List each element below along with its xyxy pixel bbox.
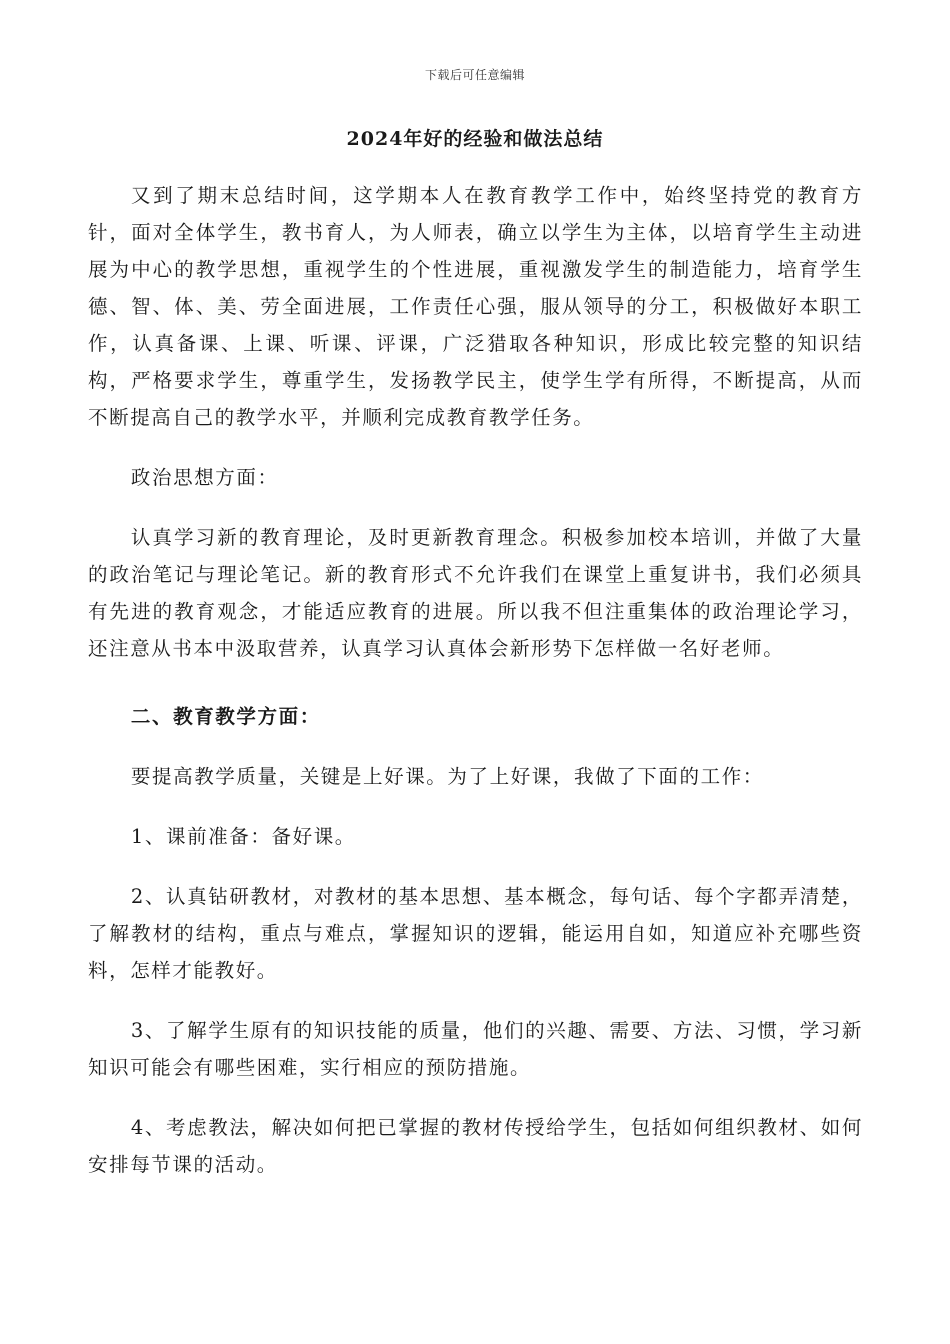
header-note: 下载后可任意编辑: [424, 68, 525, 82]
teaching-intro-paragraph: 要提高教学质量，关键是上好课。为了上好课，我做了下面的工作：: [130, 765, 764, 788]
document-body: [88, 177, 863, 1183]
list-item-3: 3、了解学生原有的知识技能的质量，他们的兴趣、需要、方法、习惯，学习新知识可能会有哪些困难，实行相应的预防措施。: [88, 1019, 863, 1079]
intro-paragraph: 又到了期末总结时间，这学期本人在教育教学工作中，始终坚持党的教育方针，面对全体学生，教书育人，为人师表，确立以学生为主体，以培育学生主动进展为中心的教学思想，重视学生的个性进展，重视激发学生的制造能力，培育学生德、智、体、美、劳全面进展，工作责任心强，服从领导的分工，积极做好本职工作，认真备课、上课、听课、评课，广泛猎取各种知识，形成比较完整的知识结构，严格要求学生，尊重学生，发扬教学民主，使学生学有所得，不断提高，从而不断提高自己的教学水平，并顺利完成教育教学任务。: [88, 184, 863, 429]
list-item-1: 1、课前准备：备好课。: [130, 825, 356, 848]
section-teaching-heading: 二、教育教学方面：: [130, 705, 321, 728]
list-item-2: 2、认真钻研教材，对教材的基本思想、基本概念，每句话、每个字都弄清楚，了解教材的结构，重点与难点，掌握知识的逻辑，能运用自如，知道应补充哪些资料，怎样才能教好。: [88, 885, 863, 982]
section-politics-heading: 政治思想方面：: [130, 466, 279, 489]
politics-paragraph: 认真学习新的教育理论，及时更新教育理念。积极参加校本培训，并做了大量的政治笔记与理论笔记。新的教育形式不允许我们在课堂上重复讲书，我们必须具有先进的教育观念，才能适应教育的进展。所以我不但注重集体的政治理论学习，还注意从书本中汲取营养，认真学习认真体会新形势下怎样做一名好老师。: [88, 526, 863, 660]
document-title: 2024年好的经验和做法总结: [346, 128, 604, 150]
list-item-4: 4、考虑教法，解决如何把已掌握的教材传授给学生，包括如何组织教材、如何安排每节课的活动。: [88, 1116, 863, 1176]
